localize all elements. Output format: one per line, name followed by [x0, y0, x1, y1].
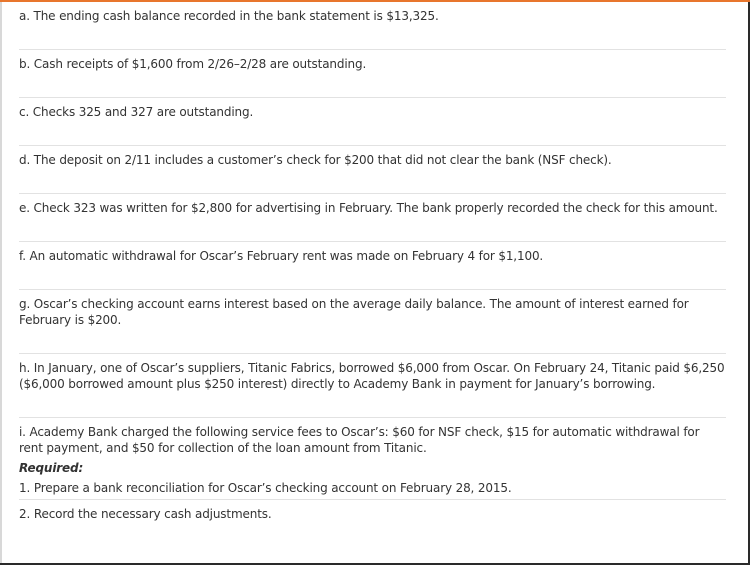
task-1: 1. Prepare a bank reconciliation for Oscar’s checking account on February 28, 2015.: [19, 481, 512, 495]
left-border: [0, 2, 2, 565]
item-d: d. The deposit on 2/11 includes a customer’s check for $200 that did not clear the bank (NSF check).: [19, 146, 726, 194]
item-e: e. Check 323 was written for $2,800 for advertising in February. The bank properly recorded the check for this amount.: [19, 194, 726, 242]
item-f: f. An automatic withdrawal for Oscar’s February rent was made on February 4 for $1,100.: [19, 242, 726, 290]
task-2: 2. Record the necessary cash adjustments.: [19, 507, 272, 521]
problem-content: [19, 2, 726, 548]
required-heading: Required:: [19, 461, 84, 475]
item-i: i. Academy Bank charged the following service fees to Oscar’s: $60 for NSF check, $15 for automatic withdrawal for rent payment, and $50 for collection of the loan amount from Titanic.: [19, 425, 700, 455]
item-h: h. In January, one of Oscar’s suppliers, Titanic Fabrics, borrowed $6,000 from Oscar. On February 24, Titanic paid $6,250 ($6,000 borrowed amount plus $250 interest) directly to Academy Bank in payment for January’s borrowing.: [19, 354, 726, 418]
item-b: b. Cash receipts of $1,600 from 2/26–2/28 are outstanding.: [19, 50, 726, 98]
item-a: a. The ending cash balance recorded in the bank statement is $13,325.: [19, 2, 726, 50]
item-c: c. Checks 325 and 327 are outstanding.: [19, 98, 726, 146]
item-g: g. Oscar’s checking account earns interest based on the average daily balance. The amount of interest earned for February is $200.: [19, 290, 726, 354]
item-i-block: [19, 418, 726, 500]
task-2-row: [19, 500, 726, 548]
